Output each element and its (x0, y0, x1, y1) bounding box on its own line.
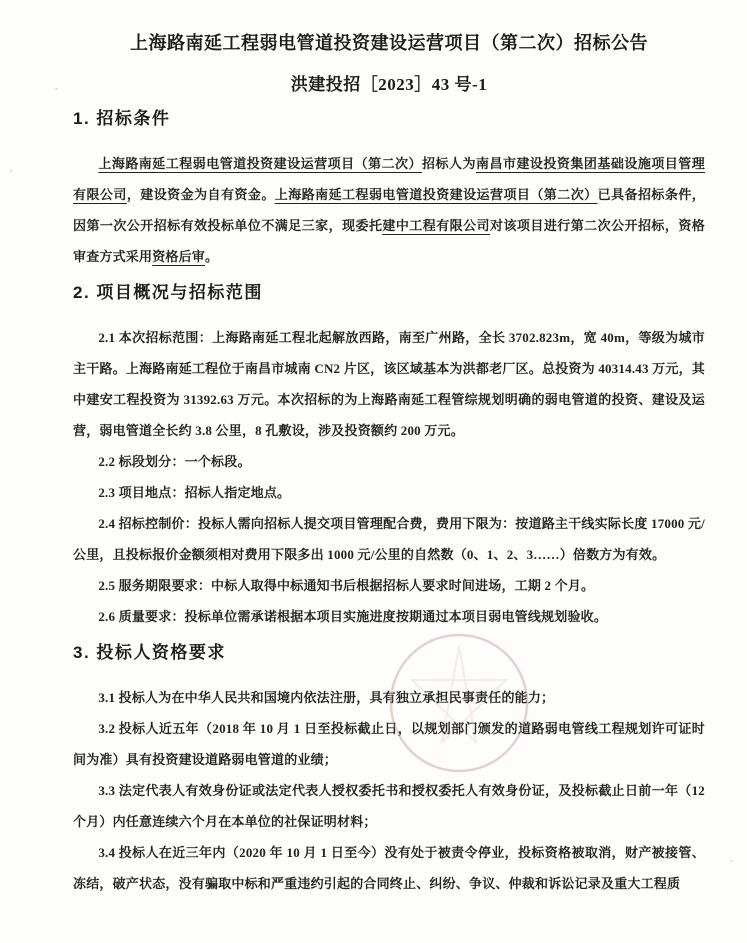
plain-text: 已具备招标条件，因第一次公开招标有效投标单位不满足三家，现委托 (73, 187, 705, 233)
underlined-text: 上海路南延工程弱电管道投资建设运营项目（第二次） (274, 187, 598, 202)
scan-speck (55, 88, 58, 90)
underlined-text: 建中工程有限公司 (382, 218, 491, 233)
document-title: 上海路南延工程弱电管道投资建设运营项目（第二次）招标公告 (130, 33, 648, 53)
underlined-text: 上海路南延工程弱电管道投资建设运营项目（第二次） (98, 156, 423, 171)
paragraph-2-2: 2.2 标段划分：一个标段。 (98, 454, 251, 469)
paragraph-2-5: 2.5 服务期限要求：中标人取得中标通知书后根据招标人要求时间进场，工期 2 个月。 (98, 578, 595, 593)
section-bid-conditions (73, 106, 705, 272)
section-project-overview (73, 280, 705, 632)
plain-text: 招标人为 (422, 156, 476, 171)
plain-text: ，建设资金为自有资金。 (126, 187, 275, 202)
paragraph-2-4: 2.4 招标控制价：投标人需向招标人提交项目管理配合费，费用下限为：按道路主干线实际长度 17000 元/公里，且投标报价金额须相对费用下限多出 1000 元/公里的自然数（0、1、2、3……）倍数方为有效。 (73, 516, 705, 562)
paragraph-2-1: 2.1 本次招标范围：上海路南延工程北起解放西路，南至广州路，全长 3702.823m，宽 40m，等级为城市主干路。上海路南延工程位于南昌市城南 CN2 片区，该区域基本为洪都老厂区。总投资为 40314.43 万元，其中建安工程投资为 31392.63 万元。本次招标的为上海路南延工程管综规划明确的弱电管道的投资、建设及运营，弱电管道全长约 3.8 公里，8 孔敷设，涉及投资额约 200 万元。 (73, 330, 705, 438)
paragraph-3-2: 3.2 投标人近五年（2018 年 10 月 1 日至投标截止日，以规划部门颁发的道路弱电管线工程规划许可证时间为准）具有投资建设道路弱电管道的业绩； (73, 721, 705, 767)
plain-text: 对该项目进行第二次公开招标，资格审查方式采用 (73, 218, 705, 264)
paragraph-2-6: 2.6 质量要求：投标单位需承诺根据本项目实施进度按期通过本项目弱电管线规划验收。 (98, 609, 608, 624)
underlined-text: 资格后审 (152, 249, 206, 264)
section-1-heading: 1. 招标条件 (73, 109, 171, 128)
scan-speck (10, 170, 12, 172)
paragraph-3-3: 3.3 法定代表人有效身份证或法定代表人授权委托书和授权委托人有效身份证，及投标截止日前一年（12 个月）内任意连续六个月在本单位的社保证明材料； (73, 783, 705, 829)
scan-speck (730, 860, 733, 862)
section-2-heading: 2. 项目概况与招标范围 (73, 283, 263, 302)
paragraph-3-1: 3.1 投标人为在中华人民共和国境内依法注册，具有独立承担民事责任的能力； (98, 690, 555, 705)
section-3-heading: 3. 投标人资格要求 (73, 643, 226, 662)
section-1-paragraph (73, 148, 705, 272)
section-bidder-qualifications (73, 640, 705, 899)
plain-text: 。 (205, 249, 219, 264)
document-number: 洪建投招［2023］43 号-1 (290, 75, 488, 94)
paragraph-2-3: 2.3 项目地点：招标人指定地点。 (98, 485, 291, 500)
paragraph-3-4: 3.4 投标人在近三年内（2020 年 10 月 1 日至今）没有处于被责令停业，投标资格被取消，财产被接管、冻结，破产状态，没有骗取中标和严重违约引起的合同终止、纠纷、争议、仲裁和诉讼记录及重大工程质 (73, 845, 705, 891)
underlined-text: 南昌市建设投资集团基础设施项目管理有限公司 (73, 156, 705, 202)
